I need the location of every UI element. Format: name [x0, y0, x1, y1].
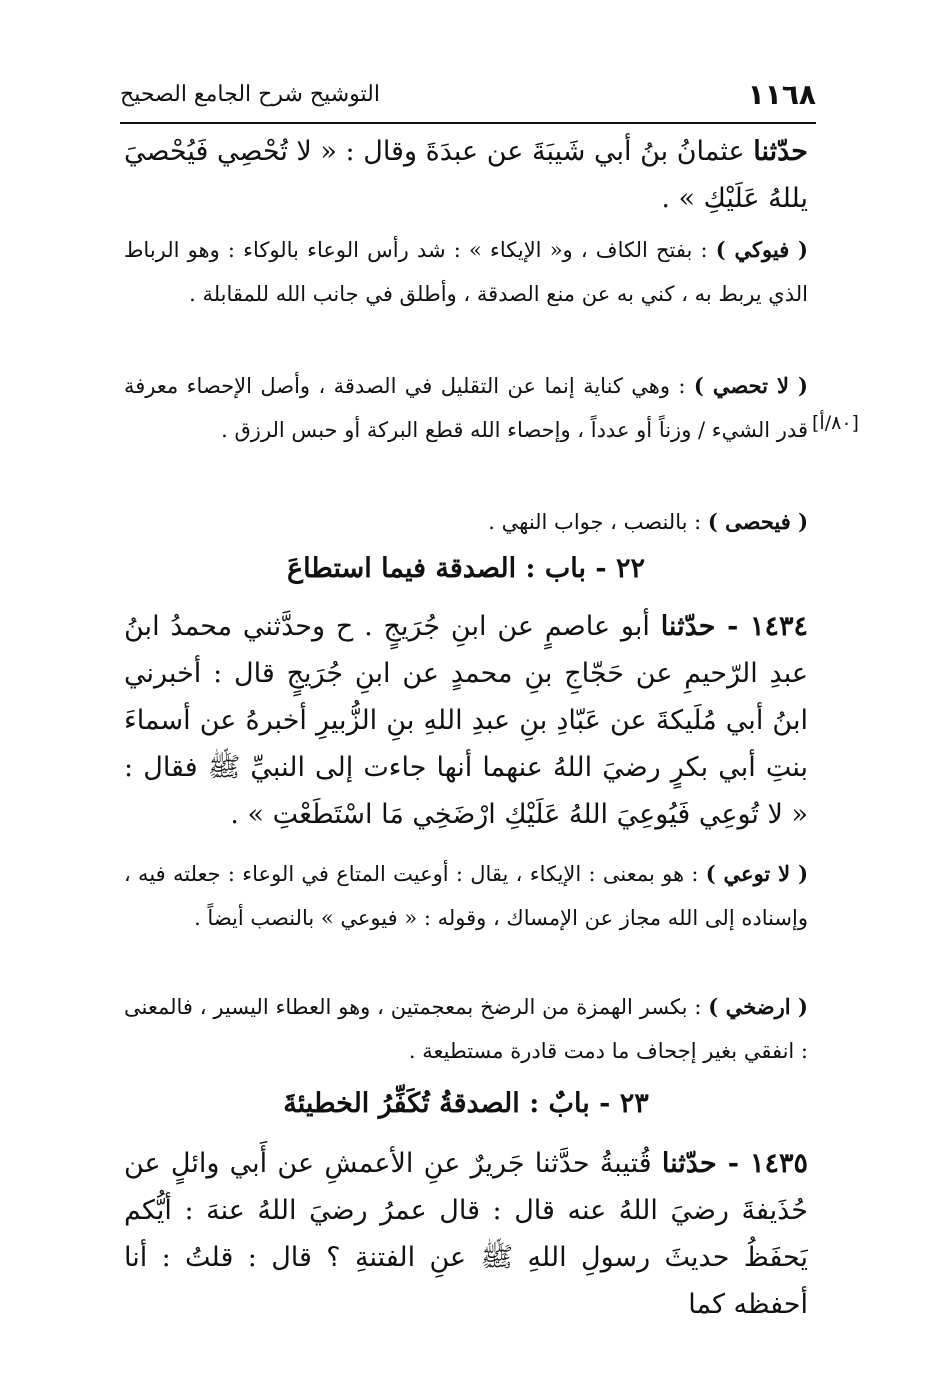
commentary-text: : بفتح الكاف ، و« الإيكاء » : شد رأس الوعاء بالوكاء : وهو الرباط الذي يربط به ، كني به عن منع الصدقة ، وأطلق في جانب الله للمقابلة . [124, 238, 808, 306]
header-rule [120, 122, 816, 124]
hadith-1435 [124, 1140, 808, 1328]
chapter-heading-23: ٢٣ - بابٌ : الصدقةُ تُكَفِّرُ الخطيئةَ [283, 1088, 649, 1119]
chapter-heading-22: ٢٢ - باب : الصدقة فيما استطاعَ [286, 553, 646, 584]
commentary-fayuki [124, 228, 808, 316]
commentary-irdakhi [124, 985, 808, 1073]
hadith-text: أبو عاصمٍ عن ابنِ جُرَيجٍ . ح وحدَّثني محمدُ ابنُ عبدِ الرّحيمِ عن حَجّاجِ بنِ محمدٍ عن ابنِ جُرَيجٍ قال : أخبرني ابنُ أبي مُلَيكةَ عن عَبّادِ بنِ عبدِ اللهِ بنِ الزُّبيرِ أخبرهُ عن أسماءَ بنتِ أبي بكرٍ رضيَ اللهُ عنهما أنها جاءت إلى النبيِّ ﷺ فقال : « لا تُوعِي فَيُوعِيَ اللهُ عَلَيْكِ ارْضَخِي مَا اسْتَطَعْتِ » . [124, 611, 808, 830]
commentary-fayuhsa [124, 500, 808, 544]
commentary-lead: ( لا توعي ) [705, 861, 808, 886]
commentary-lead: ( فيوكي ) [715, 237, 808, 262]
commentary-text: : بالنصب ، جواب النهي . [488, 510, 708, 534]
commentary-lead: ( فيحصى ) [707, 509, 808, 534]
manuscript-folio-note: [٨٠/أ] [812, 412, 859, 434]
paragraph-lead: حدّثنا [753, 136, 808, 167]
commentary-lead: ( ارضخي ) [708, 994, 808, 1019]
commentary-text: : بكسر الهمزة من الرضخ بمعجمتين ، وهو العطاء اليسير ، فالمعنى : انفقي بغير إجحاف ما دمت قادرة مستطيعة . [124, 995, 808, 1063]
hadith-number-lead: ١٤٣٤ - حدّثنا [660, 611, 808, 642]
running-title: التوشيح شرح الجامع الصحيح [120, 82, 380, 107]
commentary-text: : وهي كناية إنما عن التقليل في الصدقة ، وأصل الإحصاء معرفة قدر الشيء / وزناً أو عدداً ، وإحصاء الله قطع البركة أو حبس الرزق . [124, 374, 808, 442]
commentary-la-tui [124, 852, 808, 940]
commentary-lead: ( لا تحصي ) [693, 373, 808, 398]
hadith-number-lead: ١٤٣٥ - حدّثنا [661, 1148, 808, 1179]
hadith-paragraph-intro [124, 128, 808, 222]
page-number: ١١٦٨ [747, 78, 816, 111]
page-header [120, 78, 816, 116]
hadith-1434 [124, 603, 808, 838]
commentary-text: : هو بمعنى : الإيكاء ، يقال : أوعيت المتاع في الوعاء : جعلته فيه ، وإسناده إلى الله مجاز عن الإمساك ، وقوله : « فيوعي » بالنصب أيضاً . [124, 862, 808, 930]
commentary-la-tuhsi [124, 364, 808, 452]
hadith-text: قُتيبةُ حدَّثنا جَريرٌ عنِ الأعمشِ عن أَبي وائلٍ عن حُذَيفةَ رضيَ اللهُ عنه قال : قال عمرُ رضيَ اللهُ عنهَ : أيُّكم يَحفَظُ حديثَ رسولِ اللهِ ﷺ عنِ الفتنةِ ؟ قال : قلتُ : أنا أحفظه كما [124, 1148, 808, 1320]
paragraph-text: عثمانُ بنُ أبي شَيبَةَ عن عبدَةَ وقال : « لا تُحْصِي فَيُحْصيَ يللهُ عَلَيْكِ » . [124, 136, 808, 214]
